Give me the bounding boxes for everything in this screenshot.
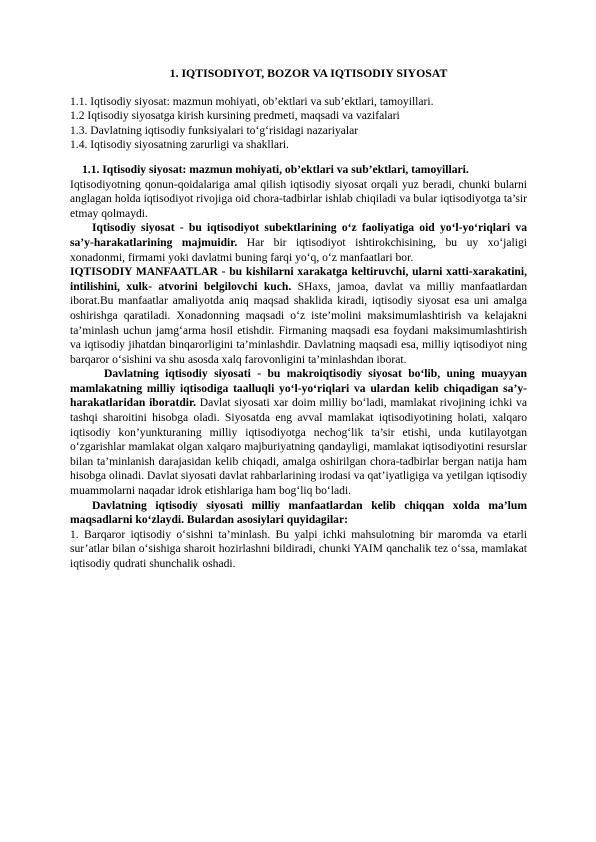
paragraph-policy-definition [70,221,527,265]
section-heading [70,163,527,178]
state-policy-bold: Davlatning iqtisodiy siyosati - bu makroiqtisodiy siyosat bo‘lib, uning muayyan mamlakatning milliy iqtisodiga taalluqli yo‘l-yo‘riqlari va ulardan kelib chiqadigan sa’y-harakatlaridan iboratdir. [70,367,527,410]
document-body [70,66,527,572]
interests-text: SHaxs, jamoa, davlat va milliy manfaatlardan iborat.Bu manfaatlar amaliyotda aniq maqsad shaklida kiradi, iqtisodiy siyosat esa uni amalga oshirishga qaratiladi. Xonadonning maqsadi o‘z iste’molini maksimumlashtirish va kelajakni ta’minlash uchun jamg‘arma hosil etishdir. Firmaning maqsadi esa foydani maksimumlashtirish va iqtisodiy jihatdan binqarorligini ta’minlashdir. Davlatning maqsadi esa, milliy iqtisodiyot ning barqaror o‘sishini va shu asosda xalq farovonligini ta’minlashdan iborat. [70,279,528,366]
toc-item-1-1: 1.1. Iqtisodiy siyosat: mazmun mohiyati, ob’ektlari va sub’ektlari, tamoyillari. [70,94,434,108]
paragraph-intro: Iqtisodiyotning qonun-qoidalariga amal qilish iqtisodiy siyosat orqali yuz beradi, chunki bularni anglagan holda iqtisodiyot rivojiga oid chora-tadbirlar ishlab chiqiladi va bular iqtisodiyotga ta’sir etmay qolmaydi. [70,177,527,220]
toc-item-1-4: 1.4. Iqtisodiy siyosatning zarurligi va shakllari. [70,138,289,152]
table-of-contents [70,95,527,153]
toc-item-1-2: 1.2 Iqtisodiy siyosatga kirish kursining predmeti, maqsadi va vazifalari [70,109,400,123]
state-policy-text: Davlat siyosati xar doim milliy bo‘ladi, mamlakat rivojining ichki va tashqi sharoitini hisobga oladi. Siyosatda eng avval mamlakat iqtisodiyotining holati, xalqaro iqtisodiy kon’yunkturaning milliy iqtisodiyotga nechog‘lik ta’sir etishi, unda kutilayotgan o‘zgarishlar mamlakat olgan xalqaro majburiyatning qandayligi, mamlakat iqtisodiyotini resurslar bilan ta’minlanish darajasidan kelib chiqadi, amalga oshirilgan chora-tadbirlar bergan natija ham hisobga olinadi. Davlat siyosati davlat rahbarlarining irodasi va qat’iyatligiga va yetilgan iqtisodiy muammolarni naqadar idrok etishlariga ham bog‘liq bo‘ladi. [70,396,527,498]
toc-item-1-3: 1.3. Davlatning iqtisodiy funksiyalari to‘g‘risidagi nazariyalar [70,123,359,137]
paragraph-goals [70,499,527,528]
goals-bold: Davlatning iqtisodiy siyosati milliy manfaatlardan kelib chiqqan xolda ma’lum maqsadlarni ko‘zlaydi. Bulardan asosiylari quyidagilar: [70,498,527,527]
paragraph-state-policy [70,367,527,498]
paragraph-goal-1: 1. Barqaror iqtisodiy o‘sishni ta’minlash. Bu yalpi ichki mahsulotning bir maromda va etarli sur’atlar bilan o‘sishiga sharoit hozirlashni bildiradi, chunki YAIM qanchalik tez o‘ssa, mamlakat iqtisodiy qudrati shunchalik oshadi. [70,527,527,570]
interests-bold: IQTISODIY MANFAATLAR - bu kishilarni xarakatga keltiruvchi, ularni xatti-xarakatini, intilishini, xulk- atvorini belgilovchi kuch. [70,265,527,293]
policy-definition-text: Har bir iqtisodiyot ishtirokchisining, bu uy xo‘jaligi xonadonmi, firmami yoki davlatmi buning farqi yo‘q, o‘z manfaatlari bor. [70,235,528,264]
chapter-title: 1. IQTISODIYOT, BOZOR VA IQTISODIY SIYOSAT [169,66,448,80]
section-heading-text: 1.1. Iqtisodiy siyosat: mazmun mohiyati, ob’ektlari va sub’ektlari, tamoyillari. [82,162,469,176]
policy-definition-bold: Iqtisodiy siyosat - bu iqtisodiyot subektlarining o‘z faoliyatiga oid yo‘l-yo‘riqlari va sa’y-harakatlarining majmuidir. [70,221,527,249]
paragraph-interests [70,265,527,367]
